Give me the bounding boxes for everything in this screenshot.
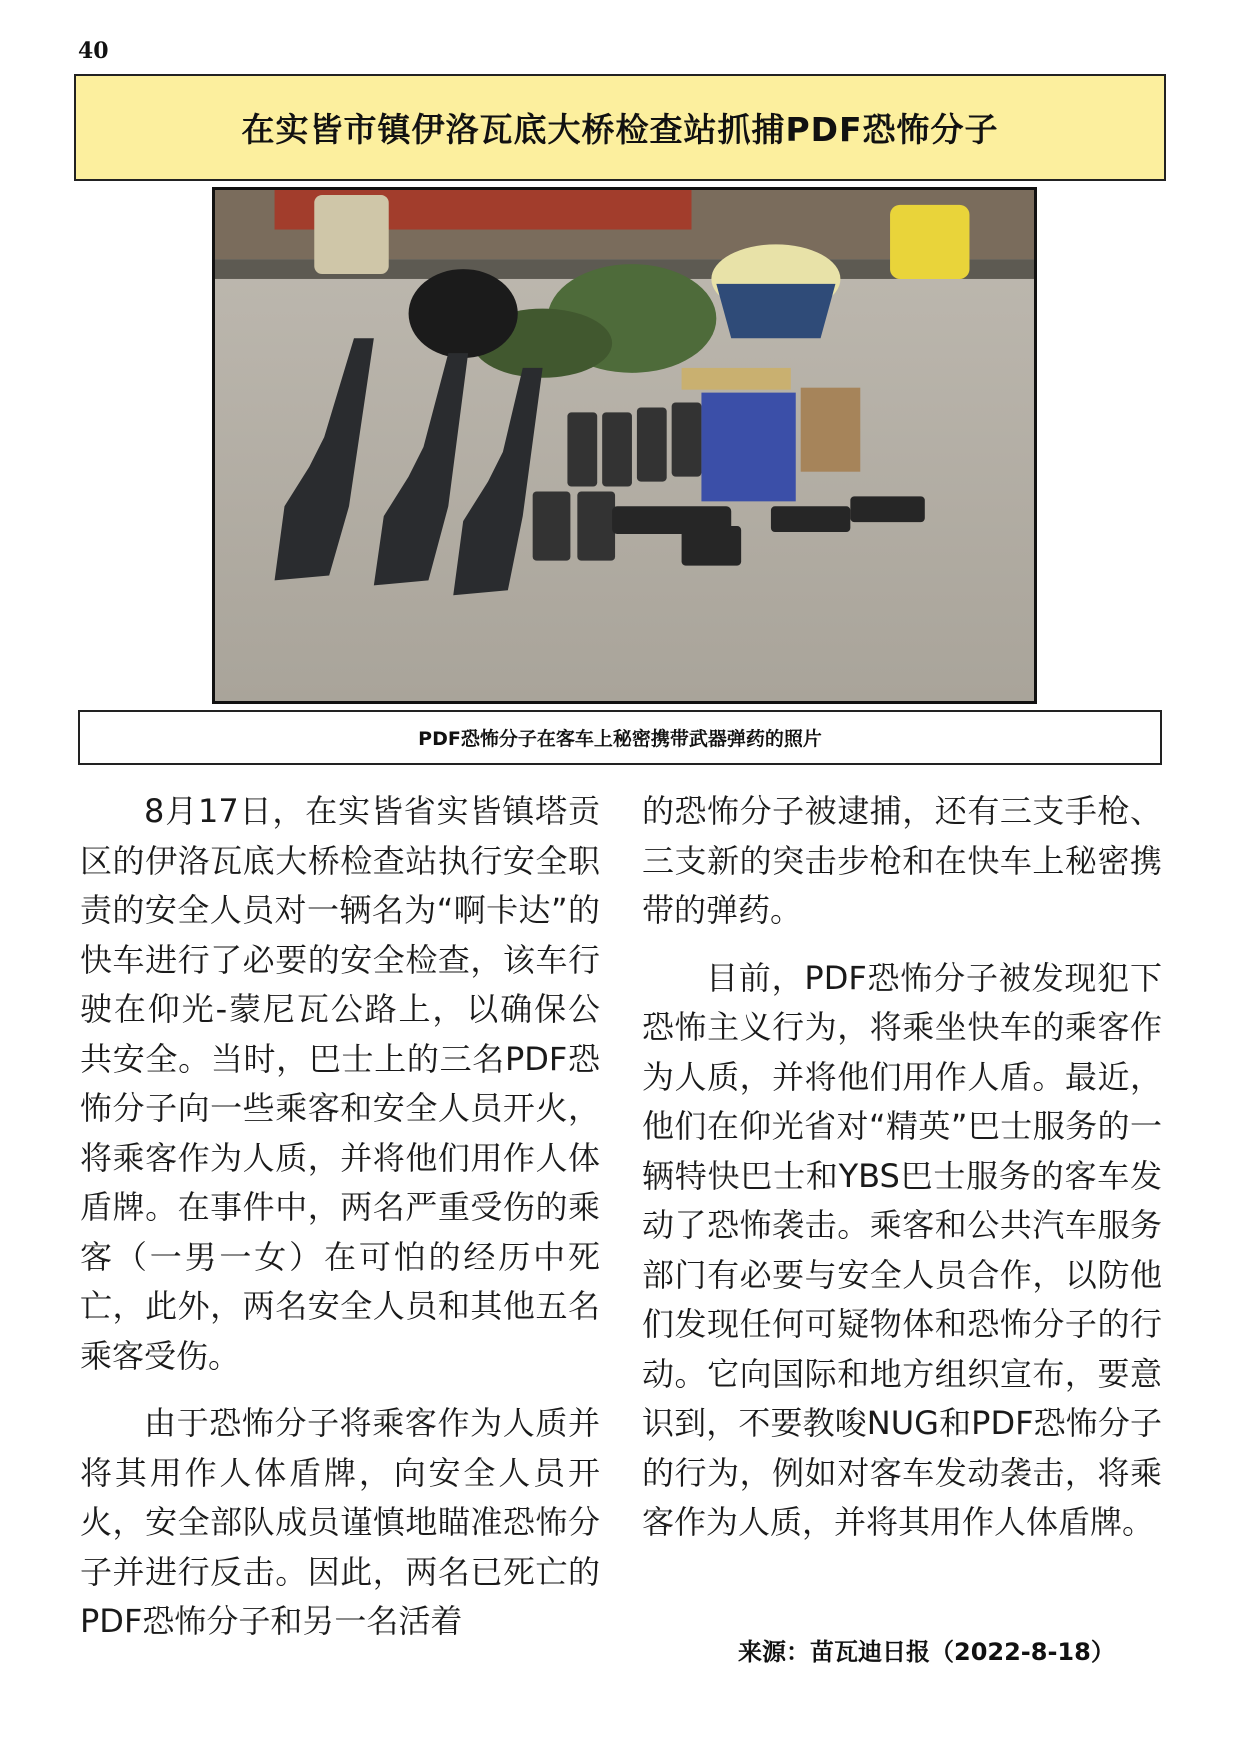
black-bag — [409, 269, 518, 358]
article-paragraph: 目前，PDF恐怖分子被发现犯下恐怖主义行为，将乘坐快车的乘客作为人质，并将他们用作人盾。最近，他们在仰光省对“精英”巴士服务的一辆特快巴士和YBS巴士服务的客车发动了恐怖袭击。乘客和公共汽车服务部门有必要与安全人员合作，以防他们发现任何可疑物体和恐怖分子的行动。它向国际和地方组织宣布，要意识到，不要教唆NUG和PDF恐怖分子的行为，例如对客车发动袭击，将乘客作为人质，并将其用作人体盾牌。 — [642, 958, 1162, 1541]
article-column-left — [80, 787, 600, 1647]
headline-box — [74, 74, 1166, 181]
article-paragraph: 由于恐怖分子将乘客作为人质并将其用作人体盾牌，向安全人员开火，安全部队成员谨慎地瞄准恐怖分子并进行反击。因此，两名已死亡的PDF恐怖分子和另一名活着 — [80, 1404, 600, 1640]
seized-weapons-photo — [212, 187, 1037, 704]
source-attribution: 来源：苗瓦迪日报（2022-8-18） — [738, 1638, 1115, 1666]
caption-box — [78, 710, 1162, 765]
photo-caption: PDF恐怖分子在客车上秘密携带武器弹药的照片 — [418, 728, 822, 750]
page-number: 40 — [78, 38, 109, 64]
photo-illustration — [215, 190, 1034, 701]
bucket — [890, 205, 969, 279]
article-column-right — [642, 787, 1162, 1548]
basket — [716, 284, 835, 338]
jerry-can — [314, 195, 388, 274]
article-paragraph: 8月17日，在实皆省实皆镇塔贡区的伊洛瓦底大桥检查站执行安全职责的安全人员对一辆名为“啊卡达”的快车进行了必要的安全检查，该车行驶在仰光-蒙尼瓦公路上，以确保公共安全。当时，巴士上的三名PDF恐怖分子向一些乘客和安全人员开火，将乘客作为人质，并将他们用作人体盾牌。在事件中，两名严重受伤的乘客（一男一女）在可怕的经历中死亡，此外，两名安全人员和其他五名乘客受伤。 — [80, 792, 600, 1375]
article-paragraph: 的恐怖分子被逮捕，还有三支手枪、三支新的突击步枪和在快车上秘密携带的弹药。 — [642, 792, 1162, 929]
page-title: 在实皆市镇伊洛瓦底大桥检查站抓捕PDF恐怖分子 — [241, 110, 999, 149]
